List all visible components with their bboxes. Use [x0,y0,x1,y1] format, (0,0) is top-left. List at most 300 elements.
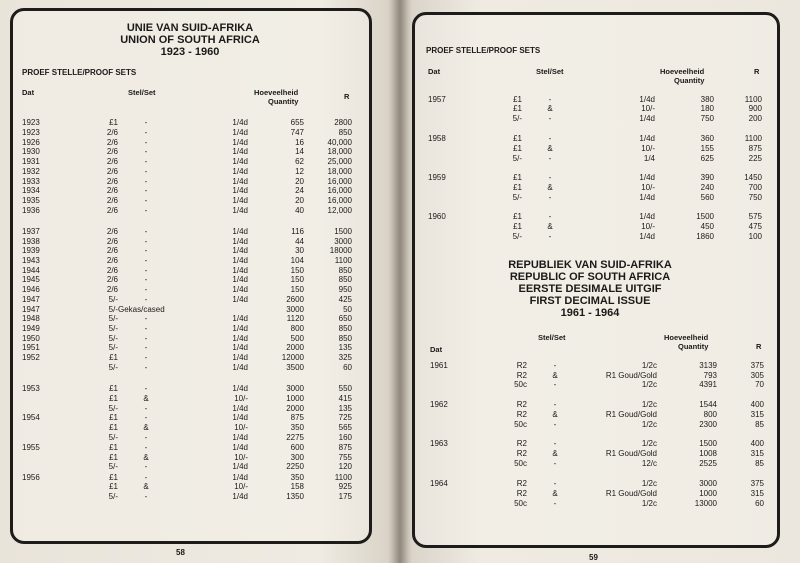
right-table-1-denomination-cell: £1 [513,173,522,182]
left-table-lower-cell: 1/4d [232,492,248,501]
right-table-1-quantity-cell: 390 [700,173,714,182]
right-table-2-year-cell: 1961 [430,361,448,370]
left-table-price-cell: 60 [343,363,352,372]
left-table-joiner-cell: - [144,186,148,195]
left-table-joiner-cell: - [144,167,148,176]
left-table-joiner-cell: - [144,275,148,284]
right-table-1-price-cell: 875 [748,144,762,153]
left-table-joiner-cell: - [144,157,148,166]
right-title-line-4: FIRST DECIMAL ISSUE [529,295,651,307]
left-table-denomination-cell: 2/6 [106,177,118,186]
right-table-2-lower-cell: R1 Goud/Gold [605,371,657,380]
right-table-1-joiner-cell: - [548,134,552,143]
right-table-1-price-cell: 900 [748,104,762,113]
right-table-2-price-cell: 315 [750,410,764,419]
left-table-denomination-cell: 2/6 [106,275,118,284]
right-table-1-joiner-cell: - [548,232,552,241]
left-table-joiner-cell: & [143,482,149,491]
left-table-denomination-cell: 2/6 [106,227,118,236]
left-table-year-cell: 1951 [22,343,40,352]
right-title-line-2: REPUBLIC OF SOUTH AFRICA [509,271,671,283]
right-table-2-row [0,439,800,449]
right-table-2-row [0,420,800,430]
left-table-joiner-cell: - [144,334,148,343]
left-table-denomination-cell: 2/6 [106,167,118,176]
right-table-2-joiner-cell: - [553,499,557,508]
right-table-2-denomination-cell: R2 [516,479,527,488]
right-table-1-denomination-cell: £1 [513,212,522,221]
right-table-1-price-cell: 750 [748,193,762,202]
right-table-2-quantity-cell: 800 [703,410,717,419]
left-table-joiner-cell: - [144,285,148,294]
right-col-quantity: Quantity [674,76,705,85]
left-table-price-cell: 415 [338,394,352,403]
left-table-quantity-cell: 3500 [286,363,304,372]
left-section-heading: PROEF STELLE/PROOF SETS [22,68,137,77]
right-table-2-price-cell: 70 [755,380,764,389]
left-table-joiner-cell: - [144,177,148,186]
left-table-lower-cell: 1/4d [232,196,248,205]
right-title-line-1: REPUBLIEK VAN SUID-AFRIKA [508,259,672,271]
left-table-joiner-cell: - [144,295,148,304]
right-table-1-year-cell: 1960 [428,212,446,221]
right-table-1-quantity-cell: 1860 [696,232,714,241]
right-table-1-price-cell: 225 [748,154,762,163]
right-table-2-year-cell: 1963 [430,439,448,448]
right-table-2-denomination-cell: 50c [514,499,527,508]
left-table-quantity-cell: 747 [290,128,304,137]
left-table-lower-cell: 1/4d [232,433,248,442]
left-table-lower-cell: 10/- [234,482,248,491]
right-table-2-joiner-cell: & [552,449,558,458]
left-table-quantity-cell: 62 [295,157,304,166]
left-table-joiner-cell: - [144,196,148,205]
right-table-1-denomination-cell: 5/- [512,154,522,163]
right-table-1-joiner-cell: & [547,104,553,113]
right-table-2-price-cell: 400 [750,400,764,409]
left-table-joiner-cell: - [144,363,148,372]
left-table-price-cell: 135 [338,404,352,413]
left-table-quantity-cell: 20 [295,177,304,186]
left-table-year-cell: 1934 [22,186,40,195]
left-table-price-cell: 1100 [334,473,352,482]
right-table-1-quantity-cell: 560 [700,193,714,202]
right-table-2-denomination-cell: 50c [514,380,527,389]
right-table-1-lower-cell: 10/- [641,104,655,113]
right-table-2-lower-cell: R1 Goud/Gold [605,489,657,498]
right-table-2-quantity-cell: 1544 [699,400,717,409]
left-col-quantity: Quantity [268,97,299,106]
right-col-stelset: Stel/Set [536,67,564,76]
left-table-lower-cell: 1/4d [232,285,248,294]
left-page-number: 58 [176,548,185,557]
right-table-1-joiner-cell: - [548,154,552,163]
left-table-denomination-cell: 2/6 [106,196,118,205]
left-table-quantity-cell: 2600 [286,295,304,304]
right-table-2-year-cell: 1964 [430,479,448,488]
right-table-1-row [0,144,800,154]
right-table-1-price-cell: 1450 [744,173,762,182]
right2-col-stelset: Stel/Set [538,333,566,342]
left-table-year-cell: 1956 [22,473,40,482]
right-table-2-row [0,361,800,371]
left-table-year-cell: 1954 [22,413,40,422]
left-table-denomination-cell: 2/6 [106,186,118,195]
left-table-lower-cell: 1/4d [232,334,248,343]
left-table-year-cell: 1955 [22,443,40,452]
right-table-1-denomination-cell: 5/- [512,114,522,123]
left-table-quantity-cell: 350 [290,423,304,432]
left-table-denomination-cell: £1 [109,413,118,422]
left-table-year-cell: 1949 [22,324,40,333]
left-table-year-cell: 1936 [22,206,40,215]
right-table-1-lower-cell: 1/4d [639,212,655,221]
right-table-2-price-cell: 375 [750,479,764,488]
left-table-year-cell: 1948 [22,314,40,323]
left-table-year-cell: 1946 [22,285,40,294]
right-title-line-5: 1961 - 1964 [560,307,620,319]
left-table-joiner-cell: - [144,353,148,362]
left-table-lower-cell: 1/4d [232,266,248,275]
left-table-price-cell: 18,000 [327,167,352,176]
left-table-quantity-cell: 800 [290,324,304,333]
right-table-2-price-cell: 315 [750,449,764,458]
right-table-1-lower-cell: 1/4d [639,173,655,182]
left-table-joiner-cell: - [144,206,148,215]
left-col-hoeveelheid: Hoeveelheid [254,88,299,97]
left-table-quantity-cell: 150 [290,266,304,275]
left-table-denomination-cell: 5/- [108,314,118,323]
left-table-joiner-cell: - [144,324,148,333]
right-table-2-row [0,459,800,469]
right-table-1-row [0,222,800,232]
right-page-number: 59 [589,553,598,562]
right-table-2-joiner-cell: - [553,439,557,448]
right-table-1-year-cell: 1957 [428,95,446,104]
left-table-joiner-cell: - [144,413,148,422]
right-table-1-quantity-cell: 625 [700,154,714,163]
left-table-lower-cell: 1/4d [232,404,248,413]
left-table-joiner-cell: & [143,423,149,432]
left-table-year-cell: 1930 [22,147,40,156]
right-table-2-joiner-cell: & [552,371,558,380]
left-table-lower-cell: 10/- [234,423,248,432]
left-table-quantity-cell: 14 [295,147,304,156]
left-table-price-cell: 16,000 [327,186,352,195]
left-table-quantity-cell: 116 [291,227,304,236]
right-table-2-row [0,380,800,390]
right-table-1-year-cell: 1959 [428,173,446,182]
right-table-1-lower-cell: 10/- [641,222,655,231]
left-table-price-cell: 40,000 [327,138,352,147]
left-table-year-cell: 1923 [22,118,40,127]
right-table-2-lower-cell: 1/2c [641,479,657,488]
left-table-quantity-cell: 2000 [286,404,304,413]
right-table-2-denomination-cell: R2 [516,371,527,380]
right-table-2-joiner-cell: & [552,489,558,498]
left-table-denomination-cell: £1 [109,473,118,482]
left-table-price-cell: 850 [338,334,352,343]
left-table-joiner-cell: - [144,266,148,275]
right-table-2-joiner-cell: & [552,410,558,419]
left-table-denomination-cell: £1 [109,482,118,491]
left-table-quantity-cell: 150 [290,285,304,294]
right-table-2-quantity-cell: 2300 [699,420,717,429]
left-table-quantity-cell: 1350 [286,492,304,501]
right-table-1-year-cell: 1958 [428,134,446,143]
left-table-quantity-cell: 158 [290,482,304,491]
left-table-joiner-cell: - [144,492,148,501]
left-table-lower-cell: 1/4d [232,462,248,471]
left-table-quantity-cell: 2000 [286,343,304,352]
left-table-quantity-cell: 655 [290,118,304,127]
left-table-year-cell: 1944 [22,266,40,275]
left-table-joiner-cell: - [144,433,148,442]
left-table-price-cell: 1500 [334,227,352,236]
left-table-price-cell: 850 [338,324,352,333]
right-table-2-price-cell: 305 [750,371,764,380]
right-table-1-denomination-cell: £1 [513,95,522,104]
right-table-1-joiner-cell: - [548,114,552,123]
left-table-denomination-cell: £1 [109,394,118,403]
left-table-denomination-cell: 5/- [108,462,118,471]
left-table-lower-cell: 1/4d [232,128,248,137]
left-table-price-cell: 16,000 [327,196,352,205]
right-table-1-denomination-cell: £1 [513,104,522,113]
left-table-joiner-cell: - [144,256,148,265]
left-table-lower-cell: 1/4d [232,177,248,186]
left-table-year-cell: 1947 [22,295,40,304]
right-table-1-lower-cell: 1/4d [639,134,655,143]
left-table-lower-cell: 1/4d [232,246,248,255]
left-table-quantity-cell: 24 [295,186,304,195]
right-table-1-lower-cell: 1/4d [639,193,655,202]
left-table-quantity-cell: 2250 [286,462,304,471]
right2-col-hoeveelheid: Hoeveelheid [664,333,709,342]
right-table-1-quantity-cell: 380 [700,95,714,104]
left-table-year-cell: 1953 [22,384,40,393]
right-table-1-denomination-cell: £1 [513,144,522,153]
left-table-joiner-cell: - [144,343,148,352]
left-table-year-cell: 1947 [22,305,40,314]
right-table-1-price-cell: 1100 [744,95,762,104]
right-col-dat: Dat [428,67,441,76]
left-table-price-cell: 2800 [334,118,352,127]
right-table-2-price-cell: 85 [755,420,764,429]
left-table-quantity-cell: 16 [295,138,304,147]
right-table-1-row [0,212,800,222]
right-table-1-row [0,183,800,193]
right-table-2-denomination-cell: R2 [516,400,527,409]
left-col-r: R [344,92,350,101]
left-table-price-cell: 550 [338,384,352,393]
right-table-1-joiner-cell: & [547,144,553,153]
right-table-1-quantity-cell: 1500 [696,212,714,221]
left-table-lower-cell: 1/4d [232,324,248,333]
left-col-stelset: Stel/Set [128,88,156,97]
right-title [490,259,690,319]
left-table-lower-cell: 1/4d [232,343,248,352]
left-table-price-cell: 18000 [329,246,352,255]
left-table-lower-cell: 1/4d [232,353,248,362]
left-table-lower-cell: 1/4d [232,167,248,176]
right-table-1-quantity-cell: 155 [700,144,714,153]
right-table-1-lower-cell: 1/4d [639,232,655,241]
left-table-denomination-cell: 5/- [108,404,118,413]
left-table-year-cell: 1926 [22,138,40,147]
left-table-price-cell: 120 [338,462,352,471]
right-table-1-joiner-cell: - [548,212,552,221]
right-table-2-denomination-cell: 50c [514,420,527,429]
left-table-price-cell: 725 [338,413,352,422]
left-table-price-cell: 925 [338,482,352,491]
right-table-1-quantity-cell: 360 [700,134,714,143]
right2-col-quantity: Quantity [678,342,709,351]
right-table-2-lower-cell: R1 Goud/Gold [605,410,657,419]
right-table-2-quantity-cell: 13000 [694,499,717,508]
left-table-quantity-cell: 150 [290,275,304,284]
right-table-1-row [0,193,800,203]
left-table-lower-cell: 1/4d [232,295,248,304]
right-table-1-denomination-cell: £1 [513,222,522,231]
left-table-year-cell: 1945 [22,275,40,284]
right-table-2-joiner-cell: - [553,400,557,409]
left-table-denomination-cell: 2/6 [106,266,118,275]
left-table-denomination-cell: £1 [109,384,118,393]
left-table-price-cell: 50 [343,305,352,314]
left-table-quantity-cell: 300 [290,453,304,462]
right2-col-dat: Dat [430,345,443,354]
right-table-2-denomination-cell: R2 [516,449,527,458]
left-table-denomination-cell: 5/- [108,492,118,501]
left-table-price-cell: 850 [338,275,352,284]
left-table-quantity-cell: 3000 [286,305,304,314]
left-table-denomination-cell: £1 [109,353,118,362]
right-table-2-quantity-cell: 2525 [699,459,717,468]
left-table-denomination-cell: 2/6 [106,128,118,137]
left-table-price-cell: 850 [338,128,352,137]
left-table-joiner-cell: - [144,462,148,471]
right-table-2-row [0,479,800,489]
right-table-2-quantity-cell: 4391 [699,380,717,389]
left-table-lower-cell: 1/4d [232,227,248,236]
right-col-r: R [754,67,760,76]
left-table-quantity-cell: 2275 [286,433,304,442]
right-table-1-row [0,173,800,183]
left-title [100,22,280,58]
left-table-denomination-cell: 2/6 [106,138,118,147]
left-table-quantity-cell: 1120 [286,314,304,323]
right-table-1-lower-cell: 1/4 [643,154,655,163]
right-table-1-quantity-cell: 240 [700,183,714,192]
right-table-1-price-cell: 475 [748,222,762,231]
left-table-denomination-cell: £1 [109,453,118,462]
right-table-2-price-cell: 60 [755,499,764,508]
left-table-lower-cell: 1/4d [232,363,248,372]
left-col-dat: Dat [22,88,35,97]
left-table-price-cell: 18,000 [327,147,352,156]
left-table-denomination-cell: 2/6 [106,147,118,156]
right-table-1-quantity-cell: 750 [700,114,714,123]
left-table-price-cell: 875 [338,443,352,452]
right-table-2-quantity-cell: 1008 [699,449,717,458]
right-table-1-lower-cell: 1/4d [639,95,655,104]
right-table-2-lower-cell: 1/2c [641,361,657,370]
left-table-denomination-cell: 5/- [108,305,118,314]
right-table-2-quantity-cell: 1000 [699,489,717,498]
left-table-quantity-cell: 875 [290,413,304,422]
left-table-lower-cell: 1/4d [232,157,248,166]
left-table-lower-cell: 1/4d [232,314,248,323]
right-table-1-lower-cell: 1/4d [639,114,655,123]
right-table-1-joiner-cell: & [547,222,553,231]
left-table-quantity-cell: 104 [290,256,304,265]
left-table-joiner-cell: - [144,237,148,246]
right-table-1-price-cell: 100 [748,232,762,241]
left-table-joiner-cell: - [144,128,148,137]
left-table-quantity-cell: 1000 [286,394,304,403]
left-table-quantity-cell: 500 [290,334,304,343]
right-table-1-joiner-cell: - [548,193,552,202]
left-table-price-cell: 850 [338,266,352,275]
left-table-denomination-cell: 5/- [108,343,118,352]
right-table-1-joiner-cell: - [548,95,552,104]
left-table-year-cell: 1952 [22,353,40,362]
left-title-line-2: UNION OF SOUTH AFRICA [120,34,260,46]
right-table-2-quantity-cell: 3000 [699,479,717,488]
right-table-2-denomination-cell: R2 [516,410,527,419]
left-table-price-cell: 16,000 [327,177,352,186]
right-table-1-denomination-cell: £1 [513,183,522,192]
left-table-year-cell: 1950 [22,334,40,343]
left-table-denomination-cell: 2/6 [106,256,118,265]
right-section-heading: PROEF STELLE/PROOF SETS [426,46,541,55]
left-table-lower-cell: 1/4d [232,147,248,156]
left-table-denomination-cell: £1 [109,118,118,127]
left-table-denomination-cell: £1 [109,443,118,452]
right-table-2-row [0,449,800,459]
left-table-quantity-cell: 44 [295,237,304,246]
right-table-1-quantity-cell: 450 [700,222,714,231]
right-table-2-lower-cell: 1/2c [641,499,657,508]
right-table-2-lower-cell: 1/2c [641,380,657,389]
right-title-line-3: EERSTE DESIMALE UITGIF [518,283,662,295]
left-table-price-cell: 950 [338,285,352,294]
right-table-2-row [0,410,800,420]
left-table-joiner-cell: - [144,138,148,147]
right-table-2-price-cell: 85 [755,459,764,468]
right2-col-r: R [756,342,762,351]
left-table-price-cell: 25,000 [327,157,352,166]
left-table-joiner-cell: - [144,314,148,323]
left-table-row [0,246,800,256]
right-table-1-price-cell: 575 [748,212,762,221]
right-table-1-price-cell: 700 [748,183,762,192]
left-table-price-cell: 135 [338,343,352,352]
left-table-quantity-cell: 40 [295,206,304,215]
left-table-year-cell: 1938 [22,237,40,246]
left-table-quantity-cell: 30 [295,246,304,255]
right-table-2-denomination-cell: R2 [516,439,527,448]
left-table-lower-cell: 1/4d [232,256,248,265]
right-table-2-lower-cell: 12/c [641,459,657,468]
right-table-1-price-cell: 1100 [744,134,762,143]
right-table-2-price-cell: 400 [750,439,764,448]
right-table-1-row [0,232,800,242]
right-col-hoeveelheid: Hoeveelheid [660,67,705,76]
right-table-2-joiner-cell: - [553,361,557,370]
right-table-2-denomination-cell: R2 [516,489,527,498]
